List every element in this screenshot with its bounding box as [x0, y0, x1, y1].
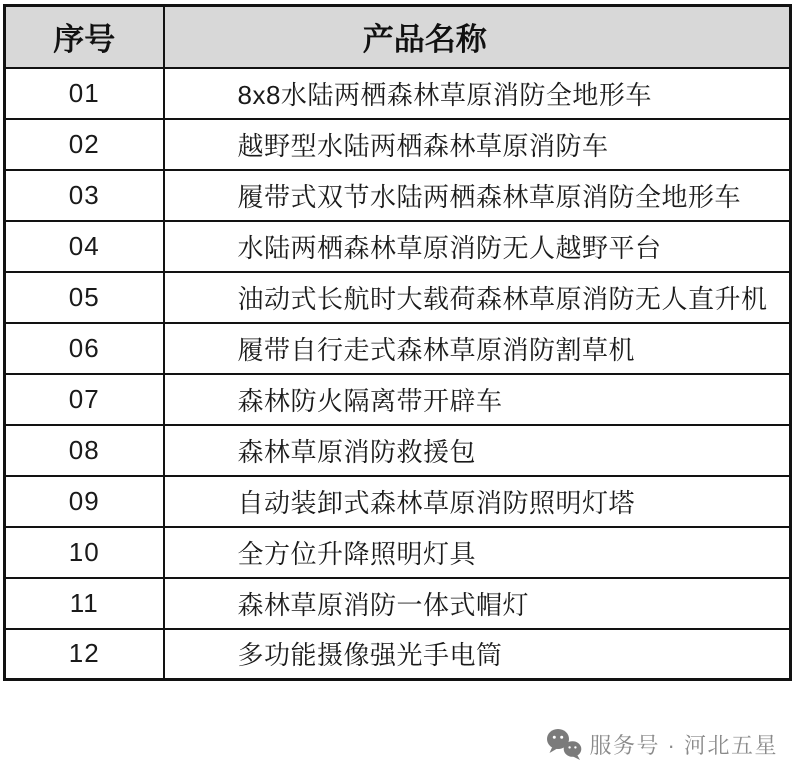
table-row: [5, 119, 791, 170]
cell-product-name: 8x8水陆两栖森林草原消防全地形车: [164, 68, 791, 119]
cell-serial-number: 09: [5, 476, 164, 527]
wechat-icon: [546, 728, 582, 760]
table-row: [5, 323, 791, 374]
cell-serial-number: 07: [5, 374, 164, 425]
table-header-row: [5, 6, 791, 68]
cell-product-name: 越野型水陆两栖森林草原消防车: [164, 119, 791, 170]
header-product-name: 产品名称: [164, 6, 791, 68]
table-row: [5, 629, 791, 680]
cell-product-name: 多功能摄像强光手电筒: [164, 629, 791, 680]
cell-product-name: 森林草原消防一体式帽灯: [164, 578, 791, 629]
watermark: [546, 728, 778, 760]
table-row: [5, 476, 791, 527]
cell-product-name: 森林草原消防救援包: [164, 425, 791, 476]
header-serial-number: 序号: [5, 6, 164, 68]
cell-serial-number: 02: [5, 119, 164, 170]
table-row: [5, 527, 791, 578]
cell-product-name: 履带式双节水陆两栖森林草原消防全地形车: [164, 170, 791, 221]
cell-serial-number: 03: [5, 170, 164, 221]
table-row: [5, 425, 791, 476]
watermark-text: 服务号 · 河北五星: [589, 732, 778, 758]
cell-product-name: 履带自行走式森林草原消防割草机: [164, 323, 791, 374]
table-row: [5, 374, 791, 425]
cell-serial-number: 11: [5, 578, 164, 629]
table-row: [5, 221, 791, 272]
cell-product-name: 自动装卸式森林草原消防照明灯塔: [164, 476, 791, 527]
cell-serial-number: 06: [5, 323, 164, 374]
cell-serial-number: 04: [5, 221, 164, 272]
cell-product-name: 油动式长航时大载荷森林草原消防无人直升机: [164, 272, 791, 323]
cell-product-name: 水陆两栖森林草原消防无人越野平台: [164, 221, 791, 272]
cell-serial-number: 08: [5, 425, 164, 476]
table-body: [5, 68, 791, 680]
cell-serial-number: 12: [5, 629, 164, 680]
table-row: [5, 578, 791, 629]
product-table: [3, 4, 792, 681]
table-row: [5, 170, 791, 221]
table-row: [5, 68, 791, 119]
cell-serial-number: 10: [5, 527, 164, 578]
cell-product-name: 森林防火隔离带开辟车: [164, 374, 791, 425]
cell-product-name: 全方位升降照明灯具: [164, 527, 791, 578]
cell-serial-number: 01: [5, 68, 164, 119]
cell-serial-number: 05: [5, 272, 164, 323]
table-row: [5, 272, 791, 323]
